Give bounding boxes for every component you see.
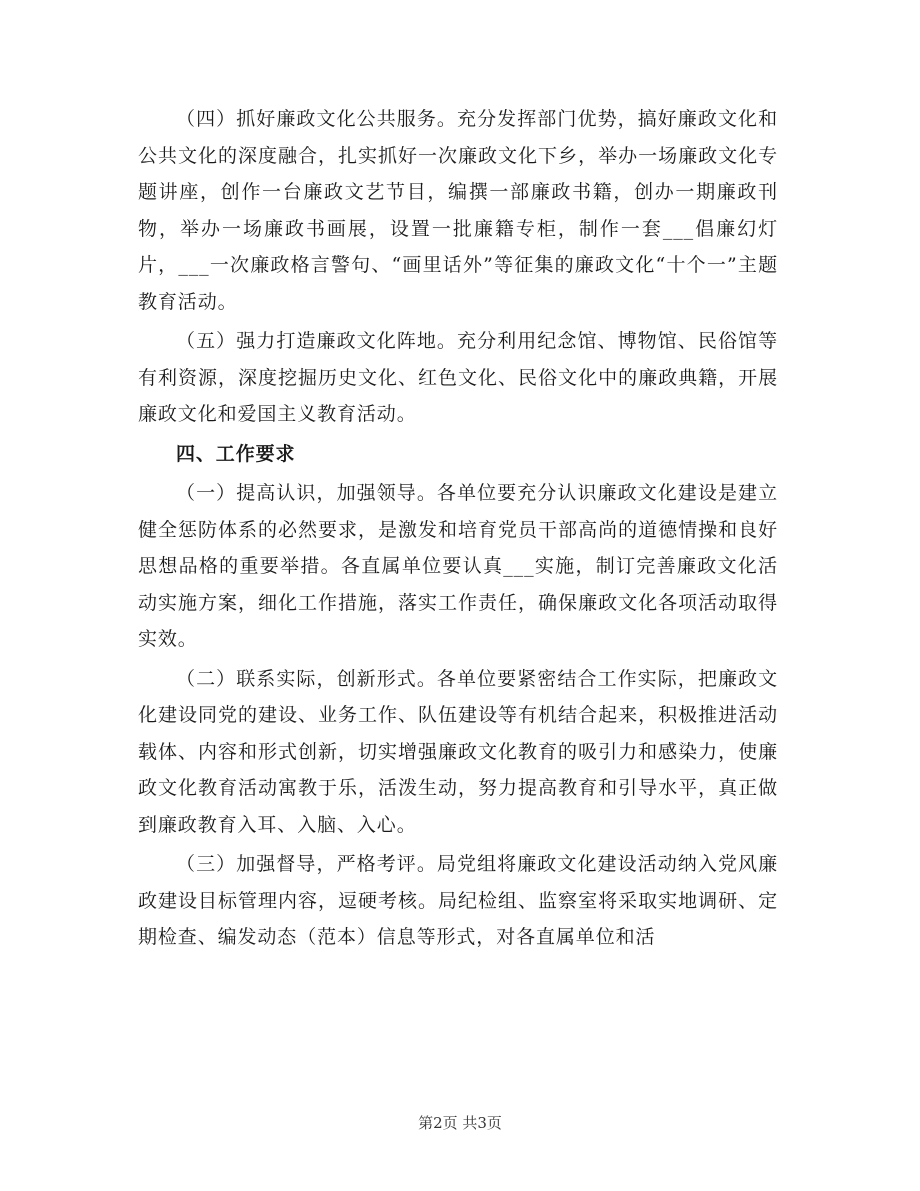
page-number-footer: 第2页 共3页: [418, 1114, 502, 1132]
paragraph-requirement-2: （二）联系实际，创新形式。各单位要紧密结合工作实际，把廉政文化建设同党的建设、业务工作、队伍建设等有机结合起来，积极推进活动载体、内容和形式创新，切实增强廉政文化教育的吸引力和感染力，使廉政文化教育活动寓教于乐，活泼生动，努力提高教育和引导水平，真正做到廉政教育入耳、入脑、入心。: [138, 667, 778, 836]
paragraph-culture-base: （五）强力打造廉政文化阵地。充分利用纪念馆、博物馆、民俗馆等有利资源，深度挖掘历史文化、红色文化、民俗文化中的廉政典籍，开展廉政文化和爱国主义教育活动。: [138, 330, 778, 425]
paragraph-public-service: （四）抓好廉政文化公共服务。充分发挥部门优势，搞好廉政文化和公共文化的深度融合，扎实抓好一次廉政文化下乡，举办一场廉政文化专题讲座，创作一台廉政文艺节目，编撰一部廉政书籍，创办一期廉政刊物，举办一场廉政书画展，设置一批廉籍专柜，制作一套___倡廉幻灯片，___一次廉政格言警句、“画里话外”等征集的廉政文化“十个一”主题教育活动。: [138, 108, 778, 313]
paragraph-requirement-1: （一）提高认识，加强领导。各单位要充分认识廉政文化建设是建立健全惩防体系的必然要求，是激发和培育党员干部高尚的道德情操和良好思想品格的重要举措。各直属单位要认真___实施，制订完善廉政文化活动实施方案，细化工作措施，落实工作责任，确保廉政文化各项活动取得实效。: [138, 482, 778, 650]
document-body: [138, 101, 778, 956]
section-heading-work-requirements: 四、工作要求: [176, 442, 296, 465]
paragraph-requirement-3: （三）加强督导，严格考评。局党组将廉政文化建设活动纳入党风廉政建设目标管理内容，逗硬考核。局纪检组、监察室将采取实地调研、定期检查、编发动态（范本）信息等形式，对各直属单位和活: [138, 853, 778, 948]
